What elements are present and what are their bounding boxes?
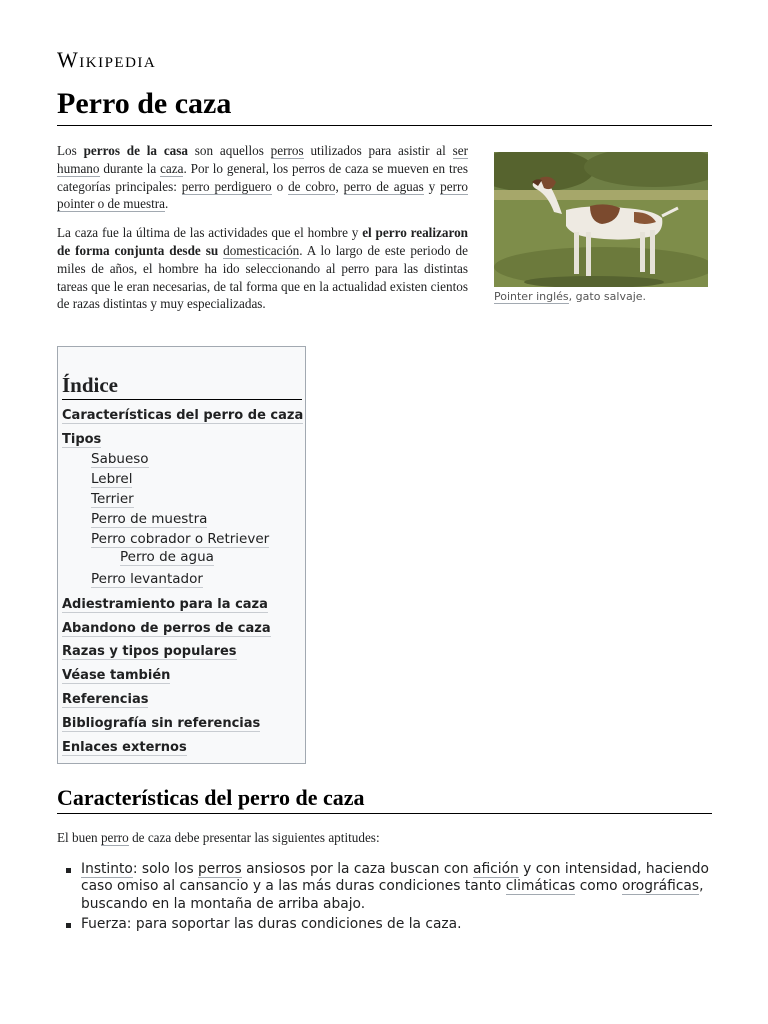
intro-paragraph-1 [57, 142, 468, 213]
link-orograficas[interactable]: orográficas [622, 878, 700, 895]
link-perro-perdiguero[interactable]: perro perdiguero [181, 178, 272, 194]
toc-item-abandono[interactable] [62, 621, 271, 636]
text: , gato salvaje. [568, 290, 647, 303]
toc-item-label: Razas y tipos populares [62, 644, 237, 659]
toc-item-label: Abandono de perros de caza [62, 621, 271, 636]
article-intro [57, 142, 468, 324]
toc-item-label: Referencias [62, 692, 149, 707]
intro-paragraph-2 [57, 224, 468, 313]
toc-item-label: Bibliografía sin referencias [62, 716, 261, 731]
toc-item-referencias[interactable] [62, 692, 148, 707]
link-perros[interactable]: perros [198, 861, 242, 877]
link-perro-pointer[interactable]: perro pointer o de muestra [57, 178, 468, 212]
list-item [81, 861, 712, 913]
toc-item-label: Perro cobrador o Retriever [91, 531, 270, 547]
toc-item-terrier[interactable] [91, 491, 134, 507]
link-perro-de-aguas[interactable]: perro de aguas [343, 178, 424, 194]
toc-item-label: Enlaces externos [62, 740, 187, 755]
article-figure [494, 152, 712, 303]
link-domesticacion[interactable]: domesticación [223, 242, 300, 258]
text: son aquellos [188, 143, 271, 158]
section-paragraph [57, 829, 380, 847]
toc-item-perro-de-muestra[interactable] [91, 511, 207, 527]
text: ansiosos por la caza buscan con [241, 861, 474, 877]
aptitudes-list [81, 861, 712, 936]
toc-item-label: Sabueso [91, 451, 149, 467]
toc-item-label: Lebrel [91, 471, 133, 487]
bold-term: perros de la casa [83, 143, 188, 158]
link-aficion[interactable]: afición [473, 861, 519, 877]
text: durante la [99, 160, 161, 176]
text: El buen [57, 830, 101, 845]
text: . [165, 196, 169, 212]
toc-item-label: Adiestramiento para la caza [62, 597, 268, 612]
pointer-dog-photo[interactable] [494, 152, 708, 287]
text: y con intensidad, haciendo caso omiso al cansancio y a las más duras condiciones tanto [81, 861, 709, 895]
toc-item-bibliografia[interactable] [62, 716, 260, 731]
text: : solo los [132, 861, 199, 877]
text: , [335, 178, 344, 194]
text: como [575, 878, 622, 895]
section-heading: Características del perro de caza [57, 783, 712, 814]
toc-item-perro-de-agua[interactable] [120, 549, 214, 565]
text: Los [57, 143, 84, 158]
toc-item-lebrel[interactable] [91, 471, 132, 487]
link-instinto[interactable]: Instinto [81, 861, 133, 877]
toc-item-label: Terrier [91, 491, 134, 507]
toc-item-perro-levantador[interactable] [91, 571, 203, 587]
link-pointer-ingles[interactable]: Pointer inglés [494, 290, 569, 303]
link-perro[interactable]: perro [100, 830, 129, 845]
toc-item-label: Características del perro de caza [62, 408, 304, 423]
toc-item-adiestramiento[interactable] [62, 597, 268, 612]
toc-item-label: Perro de agua [120, 549, 214, 565]
toc-item-label: Perro levantador [91, 571, 203, 587]
text: y [423, 178, 441, 194]
page-title: Perro de caza [57, 84, 712, 126]
text: Fuerza: para soportar las duras condiciones de la caza. [81, 915, 462, 932]
table-of-contents [57, 346, 306, 764]
toc-title: Índice [62, 371, 302, 400]
toc-item-label: Véase también [62, 668, 171, 683]
toc-item-tipos[interactable] [62, 432, 101, 447]
wikipedia-wordmark[interactable]: Wikipedia [57, 47, 157, 72]
figure-caption [494, 290, 712, 303]
toc-item-razas[interactable] [62, 644, 237, 659]
toc-item-label: Tipos [62, 432, 102, 447]
square-bullet-icon [66, 868, 71, 873]
toc-item-perro-cobrador[interactable] [91, 531, 269, 547]
toc-item-caracteristicas[interactable] [62, 408, 303, 423]
text: . A lo largo de este periodo de miles de años, el hombre ha ido seleccionando al perro para las distintas tareas que le eran necesarias, de tal forma que en la actualidad existen cientos de razas distintas y muy especializadas. [57, 242, 468, 312]
toc-item-sabueso[interactable] [91, 451, 149, 467]
square-bullet-icon [66, 923, 71, 928]
link-caza[interactable]: caza [160, 160, 184, 176]
link-climaticas[interactable]: climáticas [505, 878, 576, 895]
link-perros[interactable]: perros [270, 143, 304, 158]
text: o [271, 178, 289, 194]
text: . Por lo general, los perros de caza se mueven en tres categorías principales: [57, 160, 469, 194]
bold-term: el perro realizaron de forma conjunta desde su [57, 225, 468, 258]
toc-item-vease-tambien[interactable] [62, 668, 170, 683]
text: , buscando en la montaña de arriba abajo. [81, 878, 704, 912]
link-de-cobro[interactable]: de cobro [288, 178, 336, 194]
toc-item-enlaces-externos[interactable] [62, 740, 187, 755]
text: utilizados para asistir al [303, 143, 453, 158]
text: de caza debe presentar las siguientes aptitudes: [128, 830, 380, 845]
toc-item-label: Perro de muestra [91, 511, 208, 527]
list-item [81, 916, 712, 933]
link-ser-humano[interactable]: ser humano [57, 143, 469, 176]
text: La caza fue la última de las actividades que el hombre y [57, 225, 363, 241]
